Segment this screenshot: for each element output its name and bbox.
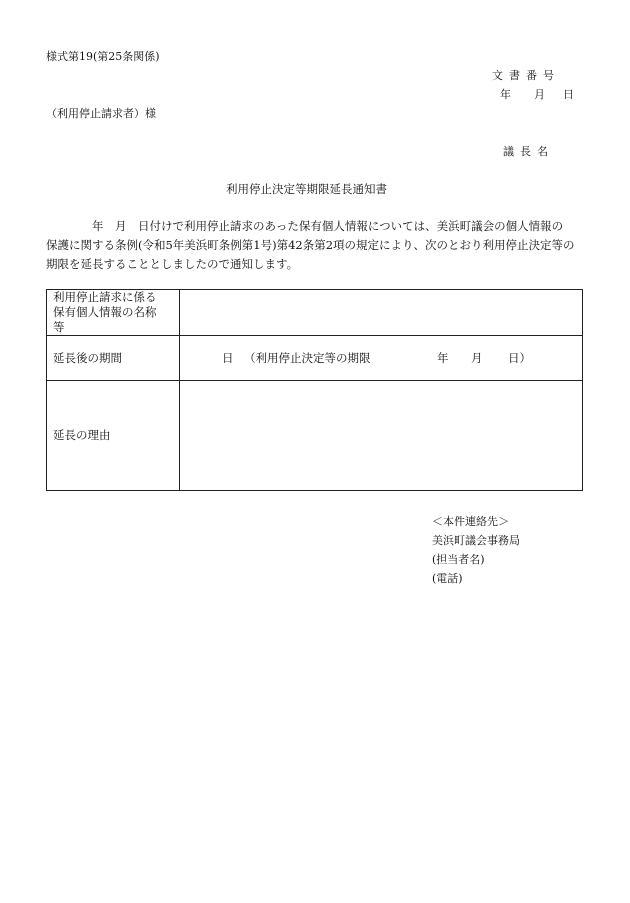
extension-period-value	[180, 336, 583, 381]
period-deadline-note: （利用停止決定等の期限	[244, 351, 371, 365]
extension-reason-label: 延長の理由	[47, 381, 180, 491]
form-number: 様式第19(第25条関係)	[46, 50, 160, 63]
info-name-label	[47, 290, 180, 336]
info-name-label-line-1: 利用停止請求に係る	[53, 290, 157, 304]
document-date	[500, 88, 574, 102]
contact-block	[432, 512, 520, 588]
body-line-1: 年 月 日付けで利用停止請求のあった保有個人情報については、美浜町議会の個人情報の	[46, 219, 564, 233]
table-row-extension-period	[47, 336, 583, 381]
date-day: 日	[563, 88, 574, 101]
contact-heading: ＜本件連絡先＞	[432, 515, 509, 528]
chair-name: 議長名	[503, 145, 554, 158]
info-name-label-line-2: 保有個人情報の名称	[53, 305, 157, 319]
period-year: 年	[437, 351, 449, 365]
body-line-2: 保護に関する条例(令和5年美浜町条例第1号)第42条第2項の規定により、次のとおり利用停止決定等の	[46, 238, 575, 252]
info-name-value	[180, 290, 583, 336]
extension-period-label: 延長後の期間	[47, 336, 180, 381]
contact-phone: (電話)	[432, 572, 463, 585]
contact-office: 美浜町議会事務局	[432, 534, 520, 547]
table-row-extension-reason	[47, 381, 583, 491]
date-month: 月	[534, 88, 545, 101]
period-month: 月	[471, 351, 483, 365]
info-table	[46, 289, 583, 491]
contact-person: (担当者名)	[432, 553, 485, 566]
date-year: 年	[500, 88, 511, 101]
extension-reason-value	[180, 381, 583, 491]
body-line-3: 期限を延長することとしましたので通知します。	[46, 257, 299, 271]
document-title: 利用停止決定等期限延長通知書	[226, 182, 387, 196]
period-day: 日）	[508, 351, 531, 365]
table-row-info-name	[47, 290, 583, 336]
addressee: （利用停止請求者）様	[46, 107, 156, 120]
info-name-label-line-3: 等	[53, 320, 65, 334]
document-number: 文書番号	[492, 69, 560, 82]
body-text	[46, 217, 586, 274]
period-days: 日	[222, 351, 234, 365]
